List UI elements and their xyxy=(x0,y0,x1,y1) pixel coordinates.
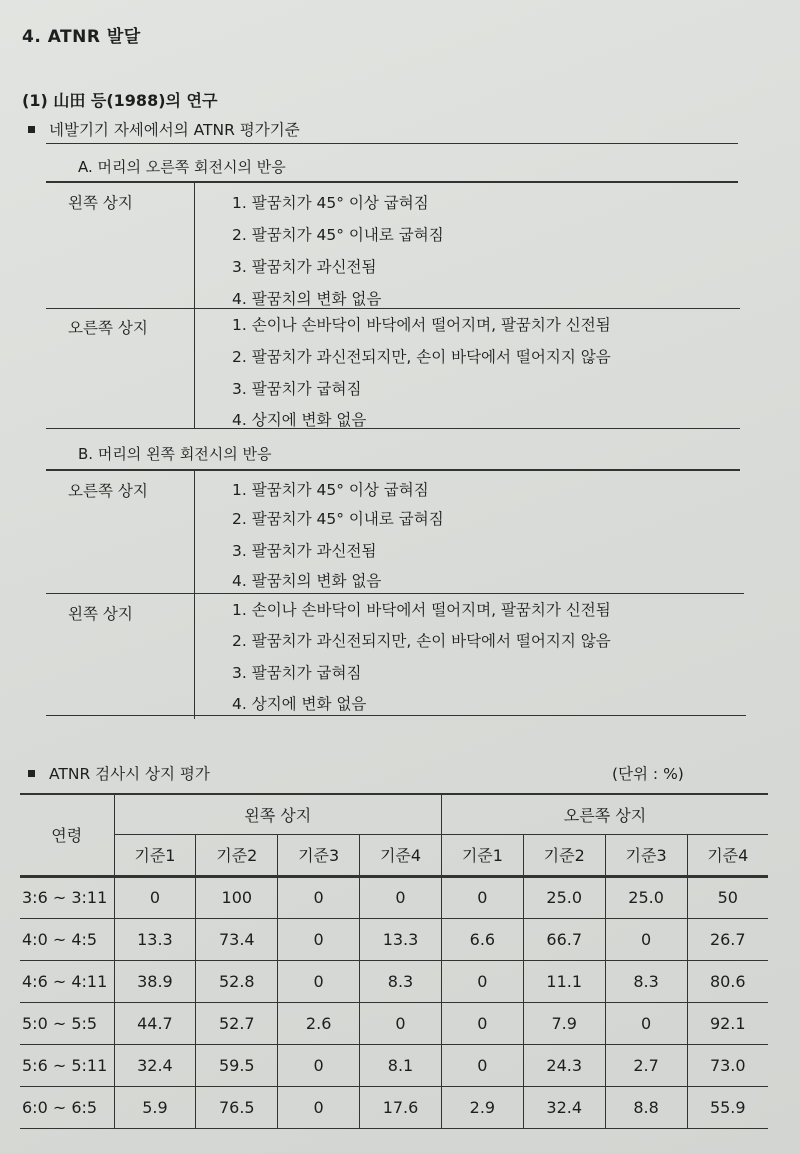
value-cell: 0 xyxy=(278,960,360,1002)
criteria-bullet-text: 네발기기 자세에서의 ATNR 평가기준 xyxy=(49,121,300,139)
table-row xyxy=(20,1086,768,1128)
value-cell: 8.8 xyxy=(605,1086,687,1128)
criterion-header: 기준3 xyxy=(605,834,687,876)
value-cell: 8.3 xyxy=(605,960,687,1002)
value-cell: 52.8 xyxy=(196,960,278,1002)
value-cell: 44.7 xyxy=(114,1002,196,1044)
section-title: 4. ATNR 발달 xyxy=(22,27,141,47)
evaluation-bullet-heading xyxy=(28,762,210,784)
value-cell: 2.7 xyxy=(605,1044,687,1086)
value-cell: 0 xyxy=(360,876,442,918)
criterion-item: 1. 손이나 손바닥이 바닥에서 떨어지며, 팔꿈치가 신전됨 xyxy=(232,316,611,334)
criterion-item: 3. 팔꿈치가 과신전됨 xyxy=(232,542,377,560)
value-cell: 0 xyxy=(278,876,360,918)
value-cell: 8.3 xyxy=(360,960,442,1002)
table-row xyxy=(20,1002,768,1044)
value-cell: 59.5 xyxy=(196,1044,278,1086)
criterion-item: 2. 팔꿈치가 과신전되지만, 손이 바닥에서 떨어지지 않음 xyxy=(232,632,611,650)
value-cell: 13.3 xyxy=(114,918,196,960)
criterion-header: 기준3 xyxy=(278,834,360,876)
criterion-item: 4. 상지에 변화 없음 xyxy=(232,695,367,713)
part-a-group-1-label: 왼쪽 상지 xyxy=(68,194,133,212)
criterion-item: 1. 손이나 손바닥이 바닥에서 떨어지며, 팔꿈치가 신전됨 xyxy=(232,601,611,619)
criterion-item: 3. 팔꿈치가 과신전됨 xyxy=(232,258,377,276)
value-cell: 0 xyxy=(278,1086,360,1128)
value-cell: 80.6 xyxy=(687,960,768,1002)
criterion-header: 기준2 xyxy=(523,834,605,876)
value-cell: 92.1 xyxy=(687,1002,768,1044)
divider xyxy=(46,428,740,429)
table-row xyxy=(20,960,768,1002)
value-cell: 26.7 xyxy=(687,918,768,960)
criterion-header: 기준1 xyxy=(114,834,196,876)
value-cell: 24.3 xyxy=(523,1044,605,1086)
criterion-header: 기준4 xyxy=(687,834,768,876)
square-bullet-icon xyxy=(28,126,35,133)
age-cell: 4:6 ~ 4:11 xyxy=(20,960,114,1002)
criterion-header: 기준2 xyxy=(196,834,278,876)
value-cell: 0 xyxy=(605,918,687,960)
criterion-item: 3. 팔꿈치가 굽혀짐 xyxy=(232,664,362,682)
criterion-item: 1. 팔꿈치가 45° 이상 굽혀짐 xyxy=(232,481,429,499)
value-cell: 76.5 xyxy=(196,1086,278,1128)
left-arm-header: 왼쪽 상지 xyxy=(114,794,441,834)
value-cell: 8.1 xyxy=(360,1044,442,1086)
criteria-bullet-heading xyxy=(28,118,300,140)
age-cell: 4:0 ~ 4:5 xyxy=(20,918,114,960)
part-b-group-2-label: 왼쪽 상지 xyxy=(68,605,133,623)
table-row xyxy=(20,918,768,960)
part-a-heading: A. 머리의 오른쪽 회전시의 반응 xyxy=(78,158,286,176)
value-cell: 73.4 xyxy=(196,918,278,960)
value-cell: 0 xyxy=(114,876,196,918)
square-bullet-icon xyxy=(28,770,35,777)
value-cell: 0 xyxy=(278,918,360,960)
value-cell: 100 xyxy=(196,876,278,918)
divider xyxy=(46,181,738,183)
value-cell: 0 xyxy=(441,960,523,1002)
value-cell: 52.7 xyxy=(196,1002,278,1044)
criterion-item: 2. 팔꿈치가 45° 이내로 굽혀짐 xyxy=(232,226,444,244)
criterion-item: 4. 팔꿈치의 변화 없음 xyxy=(232,290,382,308)
age-header: 연령 xyxy=(20,794,114,876)
value-cell: 5.9 xyxy=(114,1086,196,1128)
table-subheader-row xyxy=(20,834,768,876)
divider xyxy=(46,308,740,309)
column-divider xyxy=(194,183,195,428)
divider xyxy=(46,469,740,471)
age-cell: 5:6 ~ 5:11 xyxy=(20,1044,114,1086)
value-cell: 2.6 xyxy=(278,1002,360,1044)
criterion-item: 2. 팔꿈치가 45° 이내로 굽혀짐 xyxy=(232,510,444,528)
unit-label: (단위 : %) xyxy=(612,765,684,783)
value-cell: 0 xyxy=(441,1002,523,1044)
part-b-heading: B. 머리의 왼쪽 회전시의 반응 xyxy=(78,445,272,463)
value-cell: 7.9 xyxy=(523,1002,605,1044)
value-cell: 0 xyxy=(605,1002,687,1044)
age-cell: 5:0 ~ 5:5 xyxy=(20,1002,114,1044)
value-cell: 17.6 xyxy=(360,1086,442,1128)
criterion-item: 4. 팔꿈치의 변화 없음 xyxy=(232,572,382,590)
part-b-group-1-label: 오른쪽 상지 xyxy=(68,482,148,500)
evaluation-bullet-text: ATNR 검사시 상지 평가 xyxy=(49,765,210,783)
value-cell: 0 xyxy=(278,1044,360,1086)
criterion-item: 1. 팔꿈치가 45° 이상 굽혀짐 xyxy=(232,194,429,212)
value-cell: 6.6 xyxy=(441,918,523,960)
divider xyxy=(46,143,738,144)
value-cell: 66.7 xyxy=(523,918,605,960)
value-cell: 0 xyxy=(360,1002,442,1044)
value-cell: 32.4 xyxy=(523,1086,605,1128)
divider xyxy=(46,593,744,594)
value-cell: 13.3 xyxy=(360,918,442,960)
atnr-evaluation-table xyxy=(20,793,768,1129)
value-cell: 0 xyxy=(441,1044,523,1086)
table-row xyxy=(20,876,768,918)
value-cell: 38.9 xyxy=(114,960,196,1002)
value-cell: 50 xyxy=(687,876,768,918)
divider xyxy=(46,715,746,716)
part-a-group-2-label: 오른쪽 상지 xyxy=(68,319,148,337)
value-cell: 2.9 xyxy=(441,1086,523,1128)
value-cell: 25.0 xyxy=(605,876,687,918)
table-row xyxy=(20,1044,768,1086)
criterion-header: 기준4 xyxy=(360,834,442,876)
column-divider xyxy=(194,471,195,719)
age-cell: 6:0 ~ 6:5 xyxy=(20,1086,114,1128)
value-cell: 32.4 xyxy=(114,1044,196,1086)
age-cell: 3:6 ~ 3:11 xyxy=(20,876,114,918)
value-cell: 11.1 xyxy=(523,960,605,1002)
value-cell: 73.0 xyxy=(687,1044,768,1086)
table-header-row xyxy=(20,794,768,834)
value-cell: 55.9 xyxy=(687,1086,768,1128)
value-cell: 25.0 xyxy=(523,876,605,918)
criterion-header: 기준1 xyxy=(441,834,523,876)
criterion-item: 4. 상지에 변화 없음 xyxy=(232,411,367,429)
right-arm-header: 오른쪽 상지 xyxy=(441,794,768,834)
value-cell: 0 xyxy=(441,876,523,918)
criterion-item: 2. 팔꿈치가 과신전되지만, 손이 바닥에서 떨어지지 않음 xyxy=(232,348,611,366)
subsection-title: (1) 山田 등(1988)의 연구 xyxy=(22,91,218,110)
criterion-item: 3. 팔꿈치가 굽혀짐 xyxy=(232,380,362,398)
